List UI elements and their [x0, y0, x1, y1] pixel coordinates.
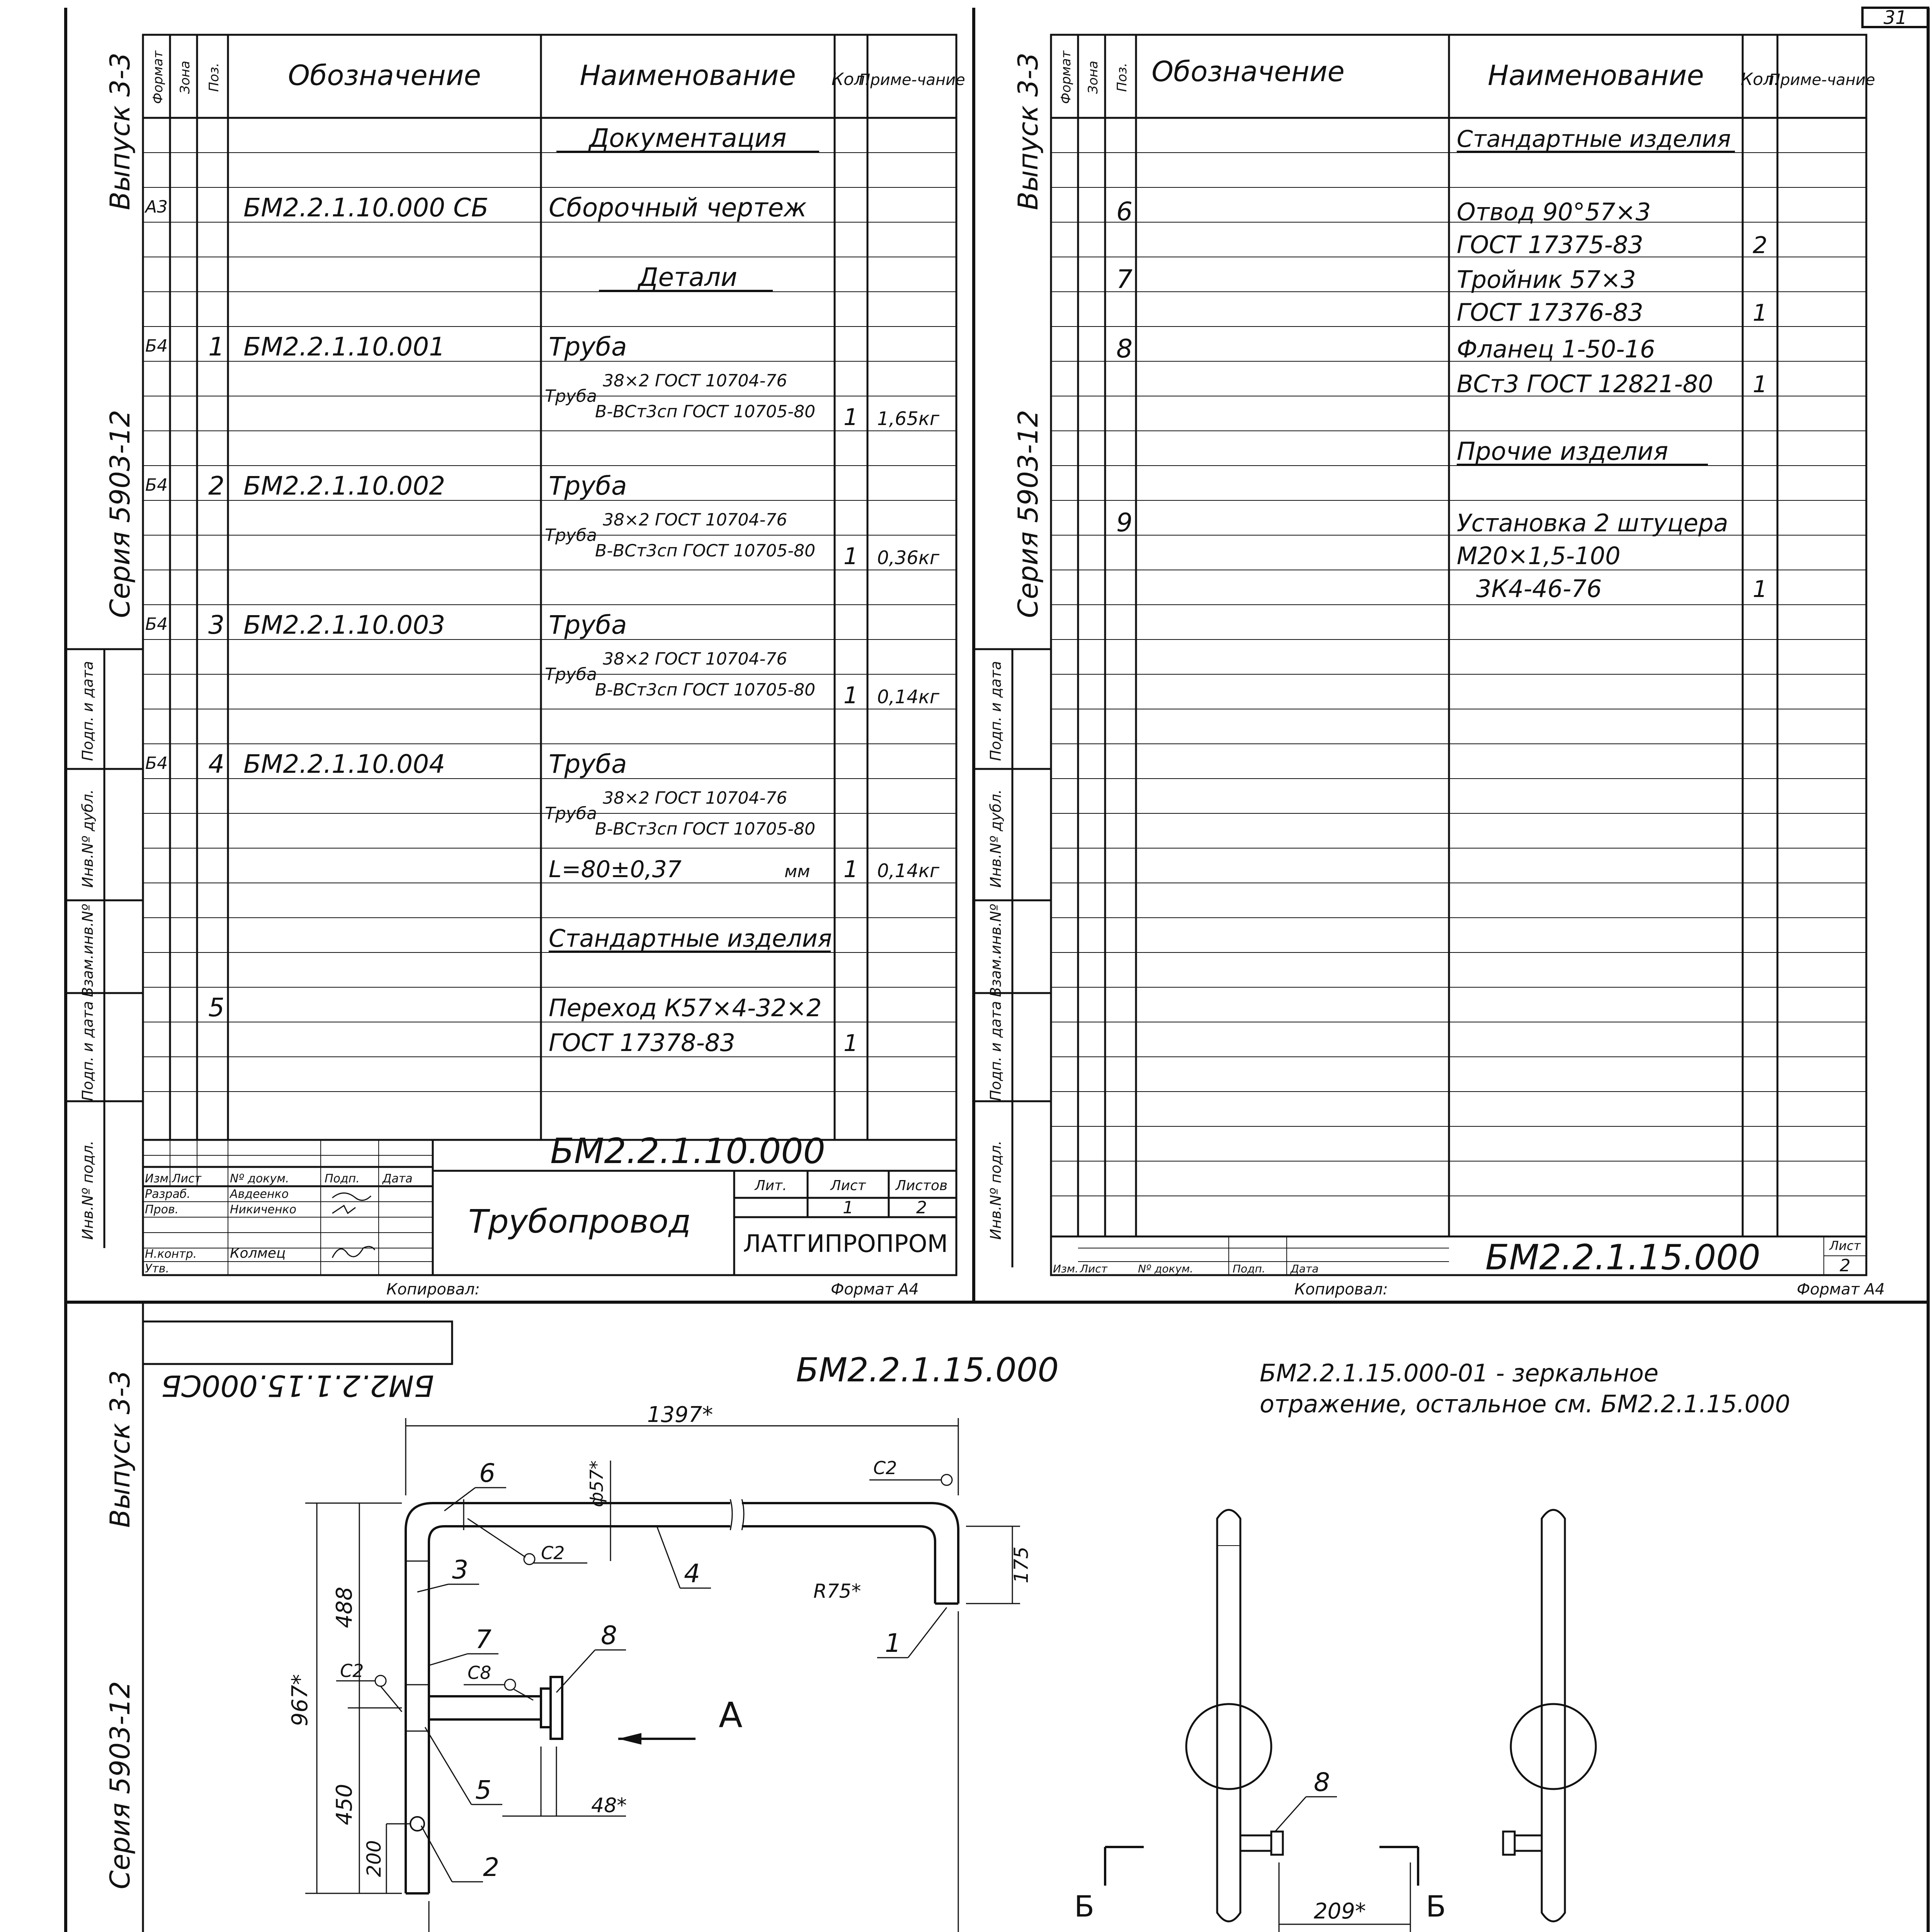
spec2-r5-kol: 1	[1752, 576, 1768, 603]
dim-488: 488	[332, 1587, 357, 1628]
spec2-r2-poz: 7	[1116, 264, 1133, 294]
pos-7: 7	[475, 1624, 492, 1654]
pos-8-side: 8	[1314, 1767, 1330, 1797]
spec1-r7-naim: Стандартные изделия	[549, 924, 832, 952]
spec1-r4-naim: Труба	[549, 471, 627, 501]
spec1-r1-naim: Сборочный чертеж	[549, 193, 807, 223]
spec1-r3-naim: Труба	[549, 332, 627, 362]
spec1-stamp-utv: Утв.	[145, 1262, 169, 1276]
spec1-stamp-code: БМ2.2.1.10.000	[550, 1131, 825, 1172]
side-label-seriya-3: Серия 5903-12	[104, 1681, 136, 1889]
weld-c2-c: С2	[340, 1660, 364, 1681]
dim-200: 200	[363, 1840, 385, 1877]
spec1-r4-mat2: В-ВСт3сп ГОСТ 10705-80	[595, 541, 816, 561]
spec2-r3-kol: 1	[1752, 371, 1768, 398]
spec2-r3-poz: 8	[1116, 334, 1133, 364]
spec1-kopiroval: Копировал:	[386, 1281, 480, 1298]
section-letter-left: Б	[1074, 1889, 1095, 1923]
spec1-format: Формат А4	[831, 1281, 919, 1298]
strip2-label-4: Подп. и дата	[987, 661, 1004, 761]
pos-6: 6	[479, 1458, 495, 1488]
side-label-vypusk-3: Выпуск 3-3	[104, 1370, 136, 1528]
spec2-kopiroval: Копировал:	[1294, 1281, 1388, 1298]
spec2-r3-naim: Фланец 1-50-16	[1457, 335, 1655, 363]
spec1-r6-naim: Труба	[549, 749, 627, 779]
spec1-r8-kol: 1	[843, 1030, 859, 1057]
spec1-r3-kol: 1	[843, 404, 859, 431]
dim-967: 967*	[287, 1674, 313, 1726]
spec1-stamp-nkontr: Н.контр.	[145, 1247, 197, 1261]
spec2-header-oboznachenie: Обозначение	[1151, 55, 1345, 88]
dim-48: 48*	[591, 1794, 627, 1817]
strip2-label-2: Взам.инв.Nº	[987, 904, 1004, 997]
strip2-label-0: Инв.Nº подл.	[987, 1140, 1004, 1240]
spec1-stamp-izm: Изм.	[145, 1172, 172, 1185]
spec1-r3-fmt: Б4	[145, 336, 168, 356]
spec2-r1-naim: Отвод 90°57×3	[1457, 198, 1651, 226]
mirrored-code: БМ2.2.1.15.000СБ	[161, 1369, 434, 1403]
spec1-header-oboznachenie: Обозначение	[288, 59, 481, 92]
spec1-r1-obozn: БМ2.2.1.10.000 СБ	[243, 193, 489, 223]
spec2-stamp-list-lbl: Лист	[1829, 1238, 1861, 1253]
mirror-note-2: отражение, остальное см. БМ2.2.1.15.000	[1260, 1390, 1791, 1418]
spec1-r6-poz: 4	[208, 749, 224, 779]
drawing-title-code: БМ2.2.1.15.000	[796, 1351, 1059, 1389]
spec1-r5-fmt: Б4	[145, 614, 168, 634]
spec1-r4-prim: 0,36кг	[877, 547, 940, 569]
side-label-seriya-2: Серия 5903-12	[1012, 410, 1044, 618]
side-label-vypusk: Выпуск 3-3	[104, 53, 136, 210]
spec2-header-zona: Зона	[1085, 61, 1101, 94]
spec2-r2-naim2: ГОСТ 17376-83	[1457, 298, 1643, 327]
spec2-r1-naim2: ГОСТ 17375-83	[1457, 231, 1643, 259]
dim-1397: 1397*	[647, 1402, 713, 1427]
spec2-header-format: Формат	[1058, 51, 1074, 104]
spec1-r5-kol: 1	[843, 682, 859, 709]
mirror-note-1: БМ2.2.1.15.000-01 - зеркальное	[1260, 1359, 1659, 1387]
weld-c2-a: С2	[541, 1543, 565, 1563]
dim-209: 209*	[1314, 1899, 1366, 1924]
spec2-r0-naim: Стандартные изделия	[1457, 126, 1731, 153]
spec1-r6-truba: Труба	[545, 804, 597, 823]
spec2-r5-naim2: М20×1,5-100	[1457, 542, 1621, 570]
weld-c2-b: С2	[873, 1458, 897, 1478]
spec1-stamp-prov-name: Никиченко	[230, 1203, 296, 1216]
spec1-stamp-list: Лист	[172, 1172, 202, 1185]
strip-label-1: Подп. и дата	[79, 1001, 96, 1101]
spec1-r4-obozn: БМ2.2.1.10.002	[243, 471, 446, 501]
spec1-r8-poz: 5	[208, 993, 224, 1022]
spec1-r6-kol: 1	[843, 856, 859, 883]
weld-c8: С8	[468, 1662, 492, 1683]
spec1-r8-naim2: ГОСТ 17378-83	[549, 1029, 735, 1057]
dim-175: 175	[1010, 1546, 1032, 1583]
spec1-header-zona: Зона	[177, 61, 193, 94]
spec1-r6-fmt: Б4	[145, 753, 168, 773]
sheet-number: 31	[1883, 7, 1907, 29]
side-label-vypusk-2: Выпуск 3-3	[1012, 53, 1044, 210]
spec1-stamp-list-val: 1	[843, 1198, 854, 1218]
spec2-r5-naim3: 3К4-46-76	[1476, 575, 1602, 603]
spec1-header-poz: Поз.	[206, 63, 222, 92]
pos-5: 5	[475, 1775, 492, 1805]
spec2-r4-naim: Прочие изделия	[1457, 437, 1668, 466]
spec1-r6-prim: 0,14кг	[877, 860, 940, 882]
spec2-stamp-list: Лист	[1080, 1262, 1107, 1275]
spec1-header-prim: Приме-чание	[859, 71, 965, 89]
spec1-stamp-ndok: Nº докум.	[230, 1172, 289, 1185]
view-arrow-a: А	[719, 1695, 743, 1736]
spec1-r5-poz: 3	[208, 610, 224, 640]
pos-8: 8	[601, 1621, 617, 1650]
spec2-r1-kol: 2	[1752, 232, 1768, 259]
strip2-label-3: Инв.Nº дубл.	[987, 789, 1004, 888]
spec1-r5-obozn: БМ2.2.1.10.003	[243, 610, 446, 640]
spec2-stamp-izm: Изм.	[1053, 1262, 1078, 1275]
spec2-stamp-code: БМ2.2.1.15.000	[1485, 1237, 1760, 1278]
dim-d57: ф57*	[586, 1460, 607, 1507]
spec2-r2-naim: Тройник 57×3	[1457, 265, 1636, 294]
spec1-stamp-list-lbl: Лист	[830, 1178, 866, 1194]
spec1-stamp-title: Трубопровод	[468, 1202, 691, 1240]
spec2-r2-kol: 1	[1752, 299, 1768, 327]
spec2-header-prim: Приме-чание	[1769, 71, 1875, 89]
spec1-r1-fmt: А3	[145, 197, 168, 217]
spec1-r0-naim: Документация	[589, 123, 787, 153]
spec1-stamp-razrab-name: Авдеенко	[230, 1187, 289, 1201]
pos-3: 3	[452, 1555, 468, 1585]
spec1-r6-mat1: 38×2 ГОСТ 10704-76	[603, 788, 787, 808]
spec1-r6-obozn: БМ2.2.1.10.004	[243, 749, 446, 779]
spec1-stamp-listov-val: 2	[916, 1198, 927, 1218]
strip-label-2: Взам.инв.Nº	[79, 904, 96, 997]
side-label-seriya: Серия 5903-12	[104, 410, 136, 618]
strip-label-0: Инв.Nº подл.	[79, 1140, 96, 1240]
spec1-stamp-data: Дата	[383, 1172, 413, 1185]
spec2-stamp-list-val: 2	[1840, 1256, 1850, 1276]
spec1-r4-kol: 1	[843, 543, 859, 570]
spec1-r3-mat1: 38×2 ГОСТ 10704-76	[603, 371, 787, 391]
spec1-r6-mat2: В-ВСт3сп ГОСТ 10705-80	[595, 819, 816, 839]
spec2-header-kol: Кол.	[1740, 70, 1780, 89]
spec2-r1-poz: 6	[1116, 197, 1133, 226]
spec1-header-kol: Кол.	[831, 70, 871, 89]
spec1-r4-mat1: 38×2 ГОСТ 10704-76	[603, 510, 787, 530]
spec1-header-format: Формат	[150, 51, 166, 104]
strip-label-3: Инв.Nº дубл.	[79, 789, 96, 888]
spec1-stamp-nkontr-name: Колмец	[230, 1245, 286, 1261]
spec1-r5-mat1: 38×2 ГОСТ 10704-76	[603, 649, 787, 669]
spec2-r3-naim2: ВСт3 ГОСТ 12821-80	[1457, 370, 1713, 398]
spec1-r3-mat2: В-ВСт3сп ГОСТ 10705-80	[595, 402, 816, 422]
spec2-r5-naim: Установка 2 штуцера	[1457, 509, 1728, 537]
spec2-stamp-ndok: Nº докум.	[1138, 1262, 1194, 1275]
spec2-format: Формат А4	[1797, 1281, 1885, 1298]
spec2-stamp-data: Дата	[1291, 1262, 1319, 1275]
dim-r75: R75*	[813, 1580, 861, 1602]
strip2-label-1: Подп. и дата	[987, 1001, 1004, 1101]
pos-2: 2	[483, 1852, 499, 1882]
spec1-r5-prim: 0,14кг	[877, 686, 940, 708]
spec1-stamp-razrab: Разраб.	[145, 1187, 190, 1201]
spec2-stamp-podp: Подп.	[1233, 1262, 1265, 1275]
spec1-r3-obozn: БМ2.2.1.10.001	[243, 332, 446, 362]
pos-1: 1	[885, 1628, 901, 1658]
spec1-stamp-listov-lbl: Листов	[895, 1178, 948, 1194]
spec1-r3-prim: 1,65кг	[877, 408, 940, 430]
spec2-r5-poz: 9	[1116, 508, 1133, 537]
spec2-header-naimenovanie: Наименование	[1488, 59, 1704, 92]
spec1-stamp-org: ЛАТГИПРОПРОМ	[743, 1230, 948, 1258]
strip-label-4: Подп. и дата	[79, 661, 96, 761]
spec1-r3-poz: 1	[208, 332, 224, 362]
spec1-r5-mat2: В-ВСт3сп ГОСТ 10705-80	[595, 680, 816, 700]
section-letter-right: Б	[1426, 1889, 1446, 1923]
spec1-r2-naim: Детали	[638, 262, 738, 292]
spec1-r6-extra: L=80±0,37	[549, 856, 682, 883]
spec2-header-poz: Поз.	[1114, 63, 1130, 92]
spec1-r4-fmt: Б4	[145, 475, 168, 495]
spec1-stamp-lit: Лит.	[755, 1178, 787, 1194]
spec1-header-naimenovanie: Наименование	[580, 59, 796, 92]
spec1-r5-naim: Труба	[549, 610, 627, 640]
spec1-stamp-podp: Подп.	[325, 1172, 360, 1185]
spec1-r4-poz: 2	[208, 471, 224, 501]
spec1-r5-truba: Труба	[545, 665, 597, 684]
spec1-r8-naim: Переход К57×4-32×2	[549, 994, 822, 1022]
spec1-r3-truba: Труба	[545, 386, 597, 406]
dim-450: 450	[332, 1784, 357, 1825]
spec1-stamp-prov: Пров.	[145, 1203, 179, 1216]
spec1-r4-truba: Труба	[545, 526, 597, 545]
spec1-r6-unit: мм	[784, 862, 810, 881]
pos-4: 4	[684, 1559, 700, 1588]
